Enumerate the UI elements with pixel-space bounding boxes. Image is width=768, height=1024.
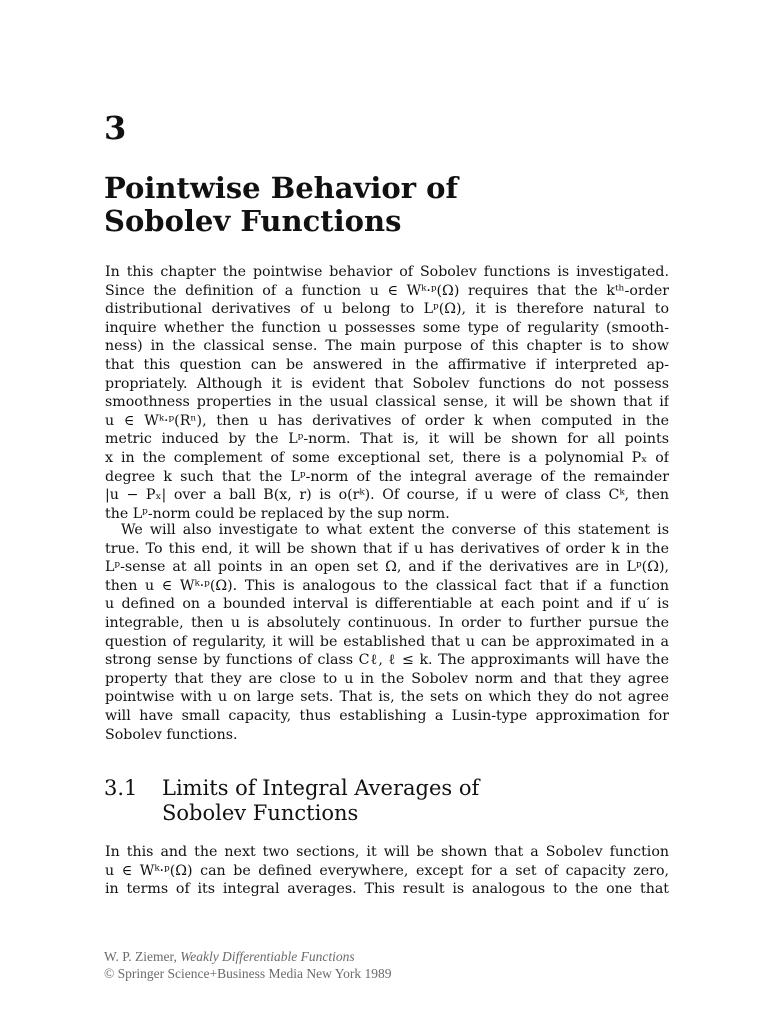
text-line: pointwise with u on large sets. That is, the sets on which they do not agree [105, 689, 669, 706]
text-line: metric induced by the Lᵖ-norm. That is, it will be shown for all points [105, 431, 669, 448]
section-title-line: Sobolev Functions [162, 801, 359, 825]
section-title [162, 776, 662, 826]
text-line: inquire whether the function u possesses some type of regularity (smooth- [105, 319, 669, 336]
footer-author: W. P. Ziemer, [104, 949, 177, 964]
text-line: In this chapter the pointwise behavior of Sobolev functions is investigated. [105, 264, 669, 280]
footer-copyright: © Springer Science+Business Media New York 1989 [104, 966, 392, 981]
text-line: Sobolev functions. [105, 726, 238, 743]
text-line: smoothness properties in the usual classical sense, it will be shown that if [105, 394, 669, 411]
text-line: u ∈ Wᵏ·ᵖ(Ω) can be defined everywhere, except for a set of capacity zero, [105, 862, 669, 879]
chapter-title-line: Sobolev Functions [104, 204, 402, 238]
text-line: integrable, then u is absolutely continuous. In order to further pursue the [105, 614, 669, 631]
footer-book-line [104, 948, 391, 965]
chapter-number: 3 [104, 109, 127, 147]
text-line: the Lᵖ-norm could be replaced by the sup norm. [105, 505, 450, 522]
footer-book-title: Weakly Differentiable Functions [180, 949, 355, 964]
chapter-title [104, 172, 664, 238]
text-line: strong sense by functions of class Cℓ, ℓ ≤ k. The approximants will have the [105, 652, 669, 669]
text-line: then u ∈ Wᵏ·ᵖ(Ω). This is analogous to the classical fact that if a function [105, 577, 669, 594]
text-line: u ∈ Wᵏ·ᵖ(Rⁿ), then u has derivatives of order k when computed in the [105, 412, 669, 429]
text-line: that this question can be answered in the affirmative if interpreted ap- [105, 356, 669, 373]
text-line: Since the definition of a function u ∈ Wᵏ·ᵖ(Ω) requires that the kᵗʰ-order [105, 282, 669, 299]
text-line: will have small capacity, thus establishing a Lusin-type approximation for [105, 707, 669, 724]
text-line: question of regularity, it will be established that u can be approximated in a [105, 633, 669, 650]
text-line: true. To this end, it will be shown that if u has derivatives of order k in the [105, 540, 669, 557]
footer-citation [104, 948, 391, 982]
text-line: u defined on a bounded interval is differentiable at each point and if u′ is [105, 596, 669, 613]
intro-paragraph [105, 263, 669, 523]
section-number: 3.1 [104, 776, 138, 800]
section-title-line: Limits of Integral Averages of [162, 776, 480, 800]
text-line: property that they are close to u in the Sobolev norm and that they agree [105, 670, 669, 687]
text-line: x in the complement of some exceptional set, there is a polynomial Pₓ of [105, 449, 669, 466]
text-line: We will also investigate to what extent the converse of this statement is [121, 522, 669, 538]
text-line: in terms of its integral averages. This result is analogous to the one that [105, 881, 669, 898]
chapter-title-line: Pointwise Behavior of [104, 171, 458, 205]
text-line: ness) in the classical sense. The main purpose of this chapter is to show [105, 338, 669, 355]
text-line: |u − Pₓ| over a ball B(x, r) is o(rᵏ). Of course, if u were of class Cᵏ, then [105, 487, 669, 504]
text-line: distributional derivatives of u belong to Lᵖ(Ω), it is therefore natural to [105, 301, 669, 318]
text-line: In this and the next two sections, it will be shown that a Sobolev function [105, 844, 669, 860]
text-line: degree k such that the Lᵖ-norm of the integral average of the remainder [105, 468, 669, 485]
section-paragraph [105, 843, 669, 899]
text-line: Lᵖ-sense at all points in an open set Ω, and if the derivatives are in Lᵖ(Ω), [105, 559, 669, 576]
converse-paragraph [105, 521, 669, 744]
text-line: propriately. Although it is evident that Sobolev functions do not possess [105, 375, 669, 392]
